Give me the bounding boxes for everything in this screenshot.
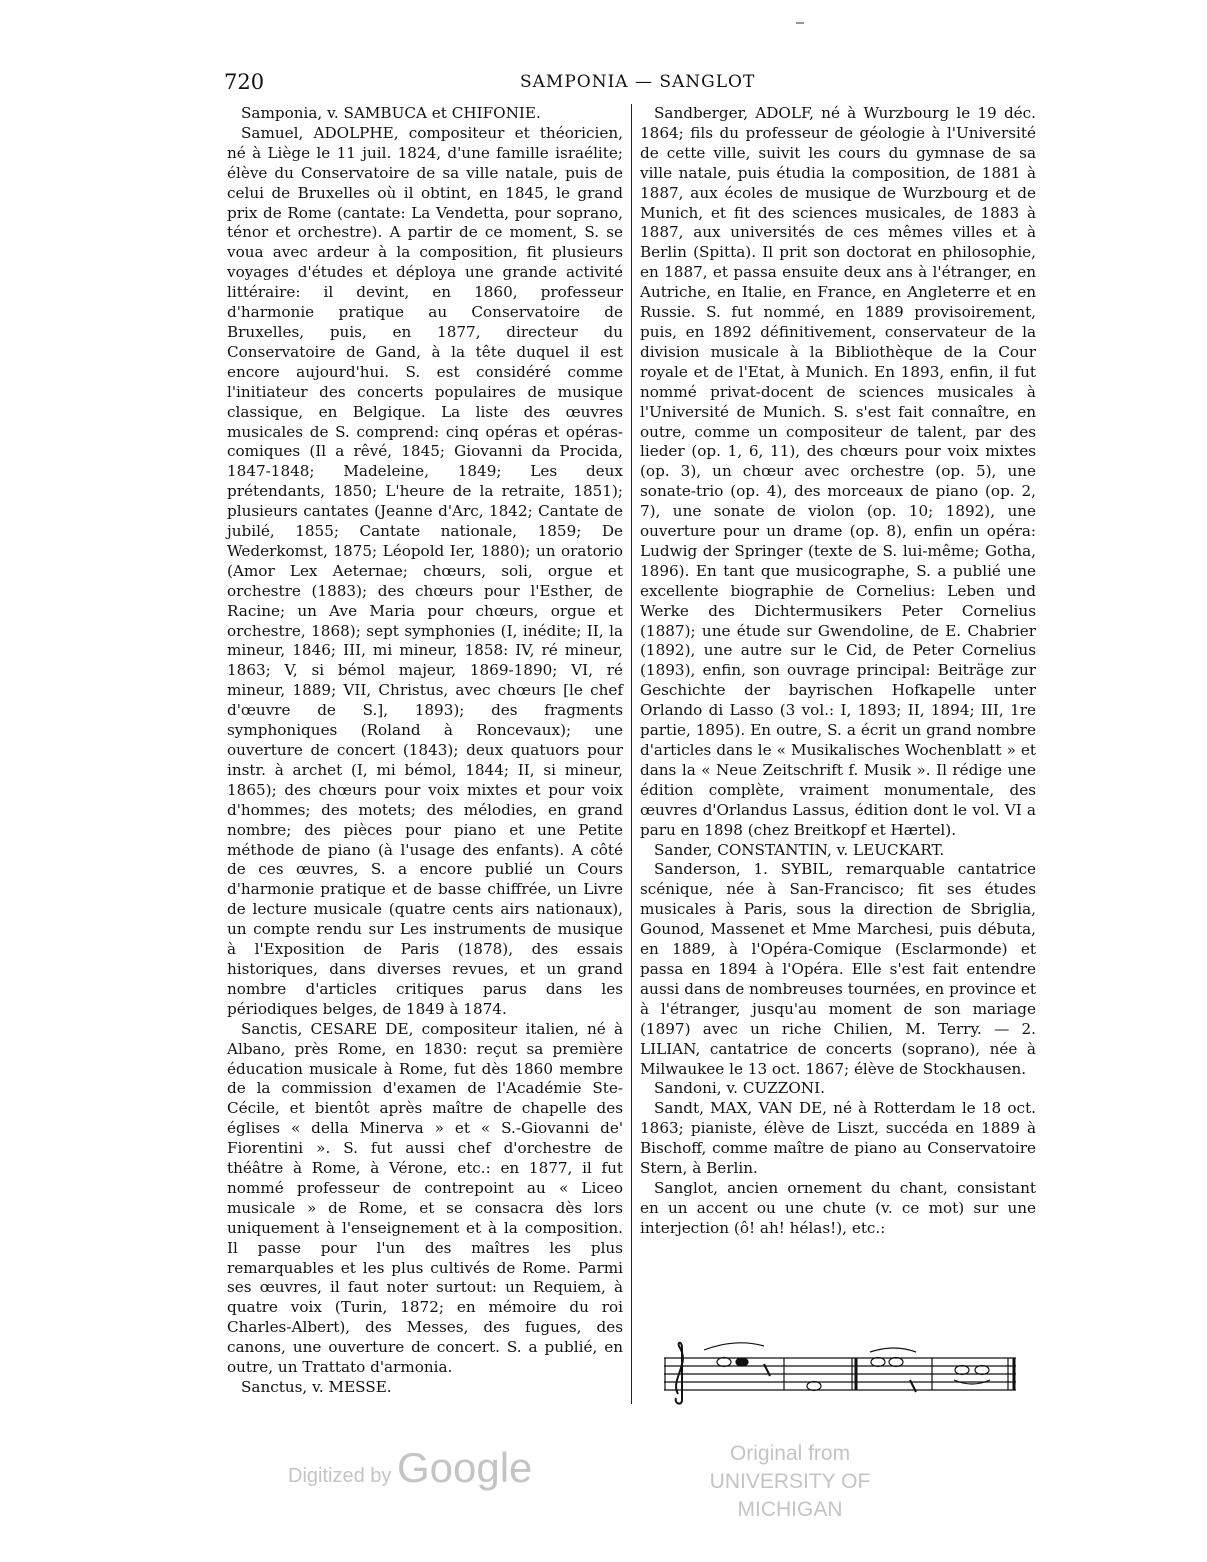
digitized-by-text: Digitized by bbox=[288, 1465, 392, 1487]
entry-sandoni: Sandoni, v. CUZZONI. bbox=[654, 1079, 825, 1098]
entry-sandt: Sandt, MAX, VAN DE, né à Rotterdam le 18 oct. 1863; pianiste, élève de Liszt, succéda en 1889 à Bischoff, comme maître de piano au Conservatoire Stern, à Berlin. bbox=[640, 1099, 1036, 1178]
original-from-text: Original from bbox=[729, 1442, 851, 1465]
google-logo: Google bbox=[396, 1444, 533, 1491]
music-example bbox=[664, 1334, 1024, 1414]
entry-sanglot: Sanglot, ancien ornement du chant, consistant en un accent ou une chute (v. ce mot) sur une interjection (ô! ah! hélas!), etc.: bbox=[640, 1178, 1036, 1237]
footer-digitized bbox=[288, 1444, 532, 1492]
university-text: UNIVERSITY OF MICHIGAN bbox=[709, 1470, 871, 1521]
scan-mark bbox=[796, 22, 804, 24]
right-column bbox=[640, 104, 1036, 1239]
entry-sanderson: Sanderson, 1. SYBIL, remarquable cantatrice scénique, née à San-Francisco; fit ses études musicales à Paris, sous la direction de Sbriglia, Gounod, Massenet et Mme Marchesi, puis débuta, en 1889, à l'Opéra-Comique (Esclarmonde) et passa en 1894 à l'Opéra. Elle s'est fait entendre aussi dans de nombreuses tournées, en province et à l'étranger, jusqu'au moment de son mariage (1897) avec un riche Chilien, M. Terry. — 2. LILIAN, cantatrice de concerts (soprano), née à Milwaukee le 13 oct. 1867; élève de Stockhausen. bbox=[640, 860, 1036, 1078]
column-divider bbox=[631, 104, 632, 1404]
entry-sandberger: Sandberger, ADOLF, né à Wurzbourg le 19 déc. 1864; fils du professeur de géologie à l'Université de cette ville, suivit les cours du gymnase de sa ville natale, puis étudia la composition, de 1881 à 1887, aux écoles de musique de Wurzbourg et de Munich, et fit des sciences musicales, de 1883 à 1887, aux universités de ces mêmes villes et à Berlin (Spitta). Il prit son doctorat en philosophie, en 1887, et passa ensuite deux ans à l'étranger, en Autriche, en Italie, en France, en Angleterre et en Russie. S. fut nommé, en 1889 provisoirement, puis, en 1892 définitivement, conservateur de la division musicale à la Bibliothèque de la Cour royale et de l'Etat, à Munich. En 1893, enfin, il fut nommé privat-docent de sciences musicales à l'Université de Munich. S. s'est fait connaître, en outre, comme un compositeur de talent, par des lieder (op. 1, 6, 11), des chœurs pour voix mixtes (op. 3), un chœur avec orchestre (op. 5), une sonate-trio (op. 4), des morceaux de piano (op. 2, 7), une sonate de violon (op. 10; 1892), une ouverture pour un drame (op. 8), enfin un opéra: Ludwig der Springer (texte de S. lui-même; Gotha, 1896). En tant que musicographe, S. a publié une excellente biographie de Cornelius: Leben und Werke des Dichtermusikers Peter Cornelius (1887); une étude sur Gwendoline, de E. Chabrier (1892), une autre sur le Cid, de Peter Cornelius (1893), enfin, son ouvrage principal: Beiträge zur Geschichte der bayrischen Hofkapelle unter Orlando di Lasso (3 vol.: I, 1893; II, 1894; III, 1re partie, 1895). En outre, S. a écrit un grand nombre d'articles dans le « Musikalisches Wochenblatt » et dans la « Neue Zeitschrift f. Musik ». Il rédige une édition complète, vraiment monumentale, des œuvres d'Orlandus Lassus, édition dont le vol. VI a paru en 1898 (chez Breitkopf et Hærtel). bbox=[640, 104, 1036, 839]
entry-samponia: Samponia, v. SAMBUCA et CHIFONIE. bbox=[241, 104, 541, 122]
page-number: 720 bbox=[224, 70, 265, 94]
left-column bbox=[227, 104, 623, 1398]
running-head: SAMPONIA — SANGLOT bbox=[520, 72, 756, 92]
entry-sanctis: Sanctis, CESARE DE, compositeur italien, né à Albano, près Rome, en 1830: reçut sa première éducation musicale à Rome, fut dès 1860 membre de la commission d'examen de l'Académie Ste-Cécile, et bientôt après maître de chapelle des églises « della Minerva » et « S.-Giovanni de' Fiorentini ». S. fut aussi chef d'orchestre de théâtre à Rome, à Vérone, etc.: en 1877, il fut nommé professeur de contrepoint au « Liceo musicale » de Rome, et se consacra dès lors uniquement à l'enseignement et à la composition. Il passe pour l'un des maîtres les plus remarquables et les plus cultivés de Rome. Parmi ses œuvres, il faut noter surtout: un Requiem, à quatre voix (Turin, 1872; en mémoire du roi Charles-Albert), des Messes, des fugues, des canons, une ouverture de concert. S. a publié, en outre, un Trattato d'armonia. bbox=[227, 1019, 623, 1377]
entry-sanctus: Sanctus, v. MESSE. bbox=[241, 1378, 392, 1396]
entry-samuel: Samuel, ADOLPHE, compositeur et théoricien, né à Liège le 11 juil. 1824, d'une famille israélite; élève du Conservatoire de sa ville natale, puis de celui de Bruxelles où il obtint, en 1845, le grand prix de Rome (cantate: La Vendetta, pour soprano, ténor et orchestre). A partir de ce moment, S. se voua avec ardeur à la composition, fit plusieurs voyages d'études et déploya une grande activité littéraire: il devint, en 1860, professeur d'harmonie pratique au Conservatoire de Bruxelles, puis, en 1877, directeur du Conservatoire de Gand, à la tête duquel il est encore aujourd'hui. S. est considéré comme l'initiateur des concerts populaires de musique classique, en Belgique. La liste des œuvres musicales de S. comprend: cinq opéras et opéras-comiques (Il a rêvé, 1845; Giovanni da Procida, 1847-1848; Madeleine, 1849; Les deux prétendants, 1850; L'heure de la retraite, 1851); plusieurs cantates (Jeanne d'Arc, 1842; Cantate de jubilé, 1855; Cantate nationale, 1859; De Wederkomst, 1875; Léopold Ier, 1880); un oratorio (Amor Lex Aeternae; chœurs, soli, orgue et orchestre (1883); des chœurs pour l'Esther, de Racine; un Ave Maria pour chœurs, orgue et orchestre, 1868); sept symphonies (I, inédite; II, la mineur, 1846; III, mi mineur, 1858: IV, ré mineur, 1863; V, si bémol majeur, 1869-1890; VI, ré mineur, 1889; VII, Christus, avec chœurs [le chef d'œuvre de S.], 1893); des fragments symphoniques (Roland à Roncevaux); une ouverture de concert (1843); deux quatuors pour instr. à archet (I, mi bémol, 1844; II, si mineur, 1865); des chœurs pour voix mixtes et pour voix d'hommes; des motets; des mélodies, en grand nombre; des pièces pour piano et une Petite méthode de piano (à l'usage des enfants). A côté de ces œuvres, S. a encore publié un Cours d'harmonie pratique et de basse chiffrée, un Livre de lecture musicale (quatre cents airs nationaux), un compte rendu sur Les instruments de musique à l'Exposition de Paris (1878), des essais historiques, dans diverses revues, et un grand nombre d'articles critiques parus dans les périodiques belges, de 1849 à 1874. bbox=[227, 123, 623, 1018]
footer-original bbox=[665, 1440, 915, 1524]
entry-sander: Sander, CONSTANTIN, v. LEUCKART. bbox=[654, 840, 945, 859]
